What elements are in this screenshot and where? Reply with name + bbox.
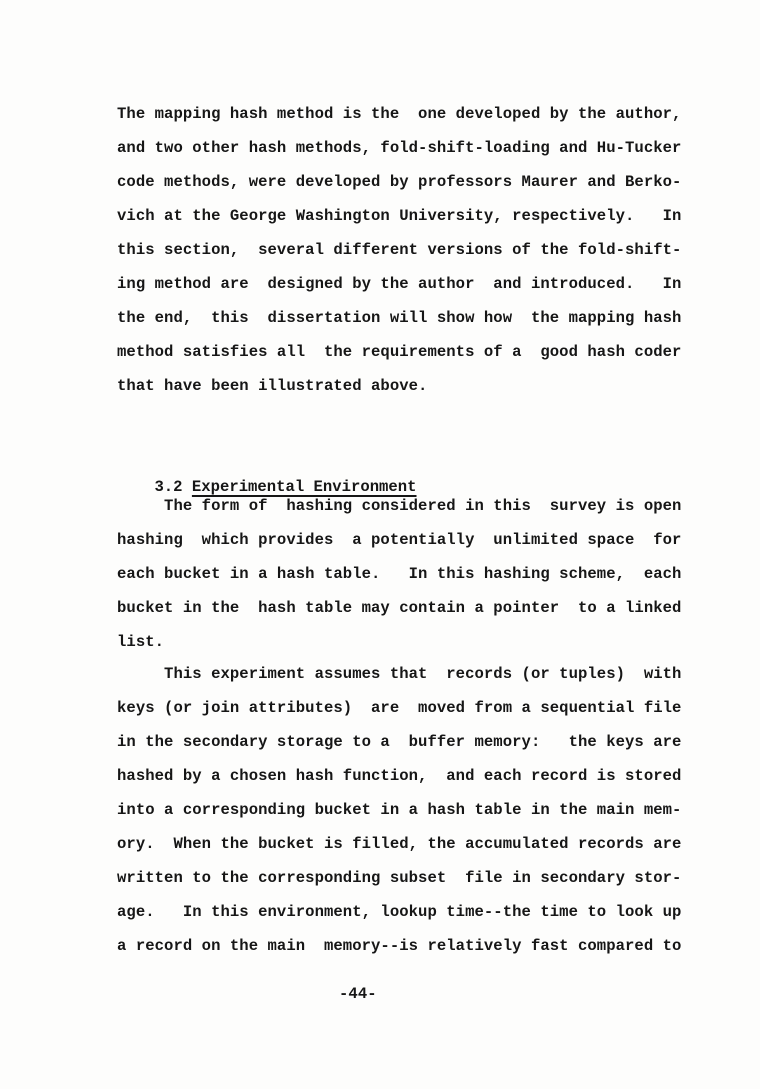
section-heading	[117, 436, 417, 496]
page-number: -44-	[339, 985, 377, 1003]
text-line: a record on the main memory--is relatively fast compared to	[117, 937, 682, 955]
text-line: list.	[117, 633, 165, 651]
paragraph-intro	[117, 97, 697, 403]
text-line: hashed by a chosen hash function, and each record is stored	[117, 767, 682, 785]
text-line: that have been illustrated above.	[117, 377, 428, 395]
text-line: this section, several different versions of the fold-shift-	[117, 241, 682, 259]
text-line: keys (or join attributes) are moved from a sequential file	[117, 699, 682, 717]
text-line: The mapping hash method is the one developed by the author,	[117, 105, 682, 123]
text-line: the end, this dissertation will show how the mapping hash	[117, 309, 682, 327]
text-line: ory. When the bucket is filled, the accumulated records are	[117, 835, 682, 853]
section-number: 3.2	[154, 478, 183, 496]
text-line: vich at the George Washington University, respectively. In	[117, 207, 682, 225]
text-line: written to the corresponding subset file in secondary stor-	[117, 869, 682, 887]
text-line: in the secondary storage to a buffer memory: the keys are	[117, 733, 682, 751]
text-line: bucket in the hash table may contain a pointer to a linked	[117, 599, 682, 617]
text-line: age. In this environment, lookup time--the time to look up	[117, 903, 682, 921]
text-line: This experiment assumes that records (or tuples) with	[117, 665, 682, 683]
text-line: each bucket in a hash table. In this hashing scheme, each	[117, 565, 682, 583]
section-title: Experimental Environment	[191, 478, 417, 496]
text-line: The form of hashing considered in this survey is open	[117, 497, 682, 515]
text-line: ing method are designed by the author and introduced. In	[117, 275, 682, 293]
text-line: hashing which provides a potentially unlimited space for	[117, 531, 682, 549]
text-line: method satisfies all the requirements of a good hash coder	[117, 343, 682, 361]
paragraph-hashing	[117, 489, 697, 659]
text-line: into a corresponding bucket in a hash table in the main mem-	[117, 801, 682, 819]
paragraph-experiment	[117, 657, 697, 963]
text-line: and two other hash methods, fold-shift-loading and Hu-Tucker	[117, 139, 682, 157]
text-line: code methods, were developed by professors Maurer and Berko-	[117, 173, 682, 191]
